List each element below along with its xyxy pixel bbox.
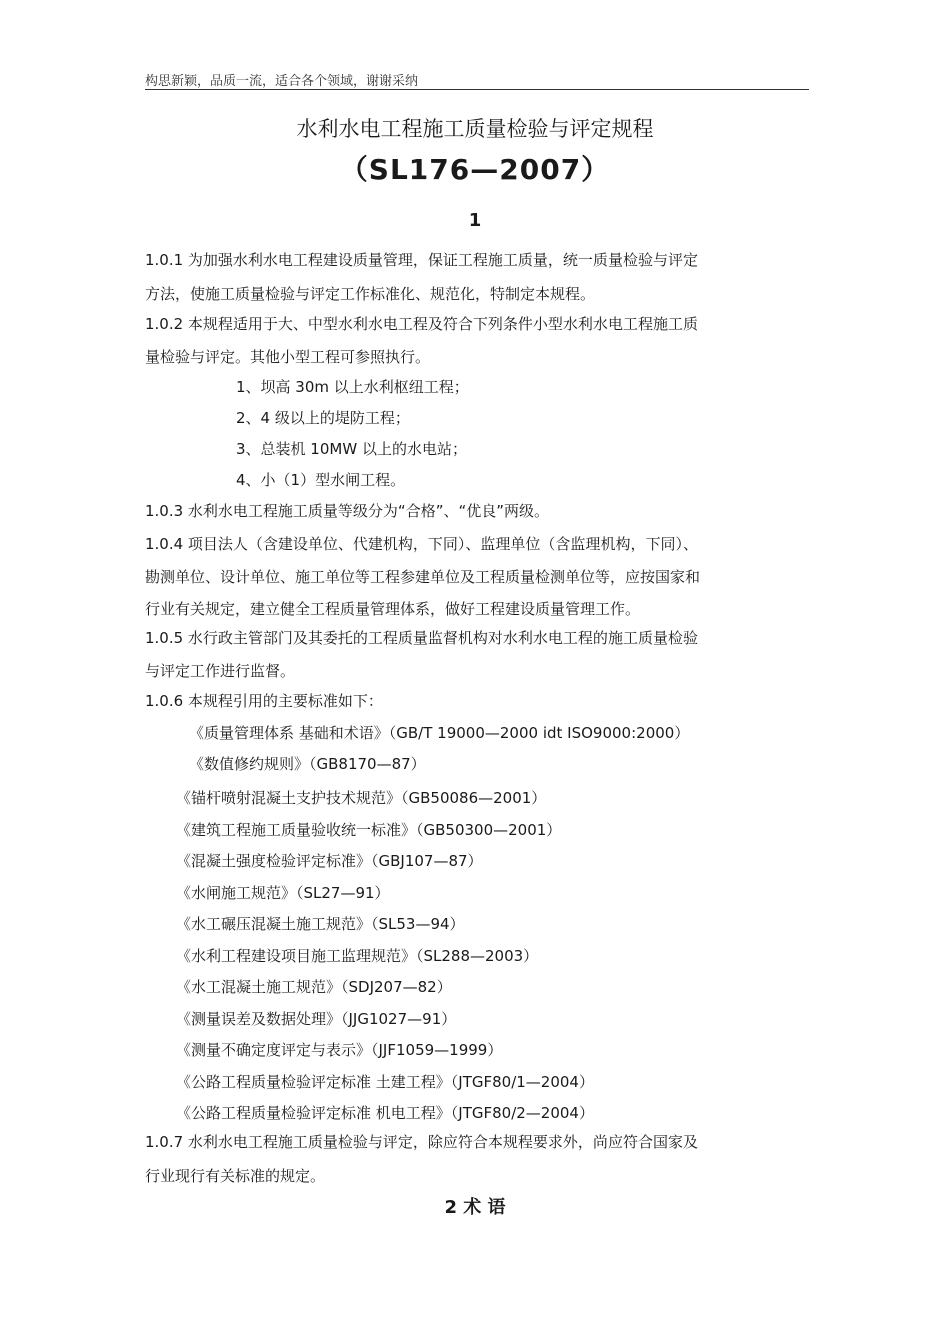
standard-reference: 《水利工程建设项目施工监理规范》（SL288—2003） <box>176 947 539 965</box>
clause-1-0-4-line-3: 行业有关规定，建立健全工程质量管理体系，做好工程建设质量管理工作。 <box>145 600 641 618</box>
standard-reference: 《公路工程质量检验评定标准 机电工程》（JTGF80/2—2004） <box>176 1104 594 1122</box>
standard-reference: 《测量误差及数据处理》（JJG1027—91） <box>176 1010 457 1028</box>
standard-reference: 《公路工程质量检验评定标准 土建工程》（JTGF80/1—2004） <box>176 1073 594 1091</box>
standard-reference: 《水闸施工规范》（SL27—91） <box>176 884 390 902</box>
condition-item: 3、总装机 10MW 以上的水电站； <box>236 440 467 458</box>
standard-reference: 《质量管理体系 基础和术语》（GB/T 19000—2000 idt ISO9000:2000） <box>189 724 690 742</box>
condition-item: 1、坝高 30m 以上水利枢纽工程； <box>236 378 469 396</box>
clause-1-0-4-line-2: 勘测单位、设计单位、施工单位等工程参建单位及工程质量检测单位等，应按国家和 <box>145 568 701 586</box>
clause-1-0-2-line-2: 量检验与评定。其他小型工程可参照执行。 <box>145 348 431 366</box>
clause-1-0-5-line-1: 1.0.5 水行政主管部门及其委托的工程质量监督机构对水利水电工程的施工质量检验 <box>145 629 698 647</box>
clause-1-0-7-line-2: 行业现行有关标准的规定。 <box>145 1167 326 1185</box>
chapter-2-heading: 2 术 语 <box>444 1197 506 1218</box>
header-note: 构思新颖，品质一流，适合各个领域，谢谢采纳 <box>145 74 419 89</box>
standard-reference: 《测量不确定度评定与表示》（JJF1059—1999） <box>176 1041 503 1059</box>
condition-item: 4、小（1）型水闸工程。 <box>236 471 406 489</box>
clause-1-0-4-line-1: 1.0.4 项目法人（含建设单位、代建机构，下同）、监理单位（含监理机构，下同）、 <box>145 535 698 553</box>
clause-1-0-1-line-2: 方法，使施工质量检验与评定工作标准化、规范化，特制定本规程。 <box>145 285 596 303</box>
standard-reference: 《建筑工程施工质量验收统一标准》（GB50300—2001） <box>176 821 562 839</box>
standard-reference: 《混凝土强度检验评定标准》（GBJ107—87） <box>176 852 483 870</box>
clause-1-0-2-line-1: 1.0.2 本规程适用于大、中型水利水电工程及符合下列条件小型水利水电工程施工质 <box>145 315 698 333</box>
standard-reference: 《水工碾压混凝土施工规范》（SL53—94） <box>176 915 465 933</box>
standard-code: （SL176—2007） <box>339 153 611 186</box>
standard-reference: 《数值修约规则》（GB8170—87） <box>189 755 426 773</box>
standard-reference: 《锚杆喷射混凝土支护技术规范》（GB50086—2001） <box>176 789 547 807</box>
document-title: 水利水电工程施工质量检验与评定规程 <box>296 117 654 141</box>
chapter-1-heading: 1 <box>468 210 482 231</box>
clause-1-0-7-line-1: 1.0.7 水利水电工程施工质量检验与评定，除应符合本规程要求外，尚应符合国家及 <box>145 1133 698 1151</box>
clause-1-0-3: 1.0.3 水利水电工程施工质量等级分为“合格”、“优良”两级。 <box>145 502 550 520</box>
clause-1-0-1-line-1: 1.0.1 为加强水利水电工程建设质量管理，保证工程施工质量，统一质量检验与评定 <box>145 251 698 269</box>
condition-item: 2、4 级以上的堤防工程； <box>236 409 410 427</box>
standard-reference: 《水工混凝土施工规范》（SDJ207—82） <box>176 978 452 996</box>
clause-1-0-5-line-2: 与评定工作进行监督。 <box>145 662 296 680</box>
clause-1-0-6: 1.0.6 本规程引用的主要标准如下： <box>145 692 383 710</box>
header-rule <box>145 89 809 90</box>
